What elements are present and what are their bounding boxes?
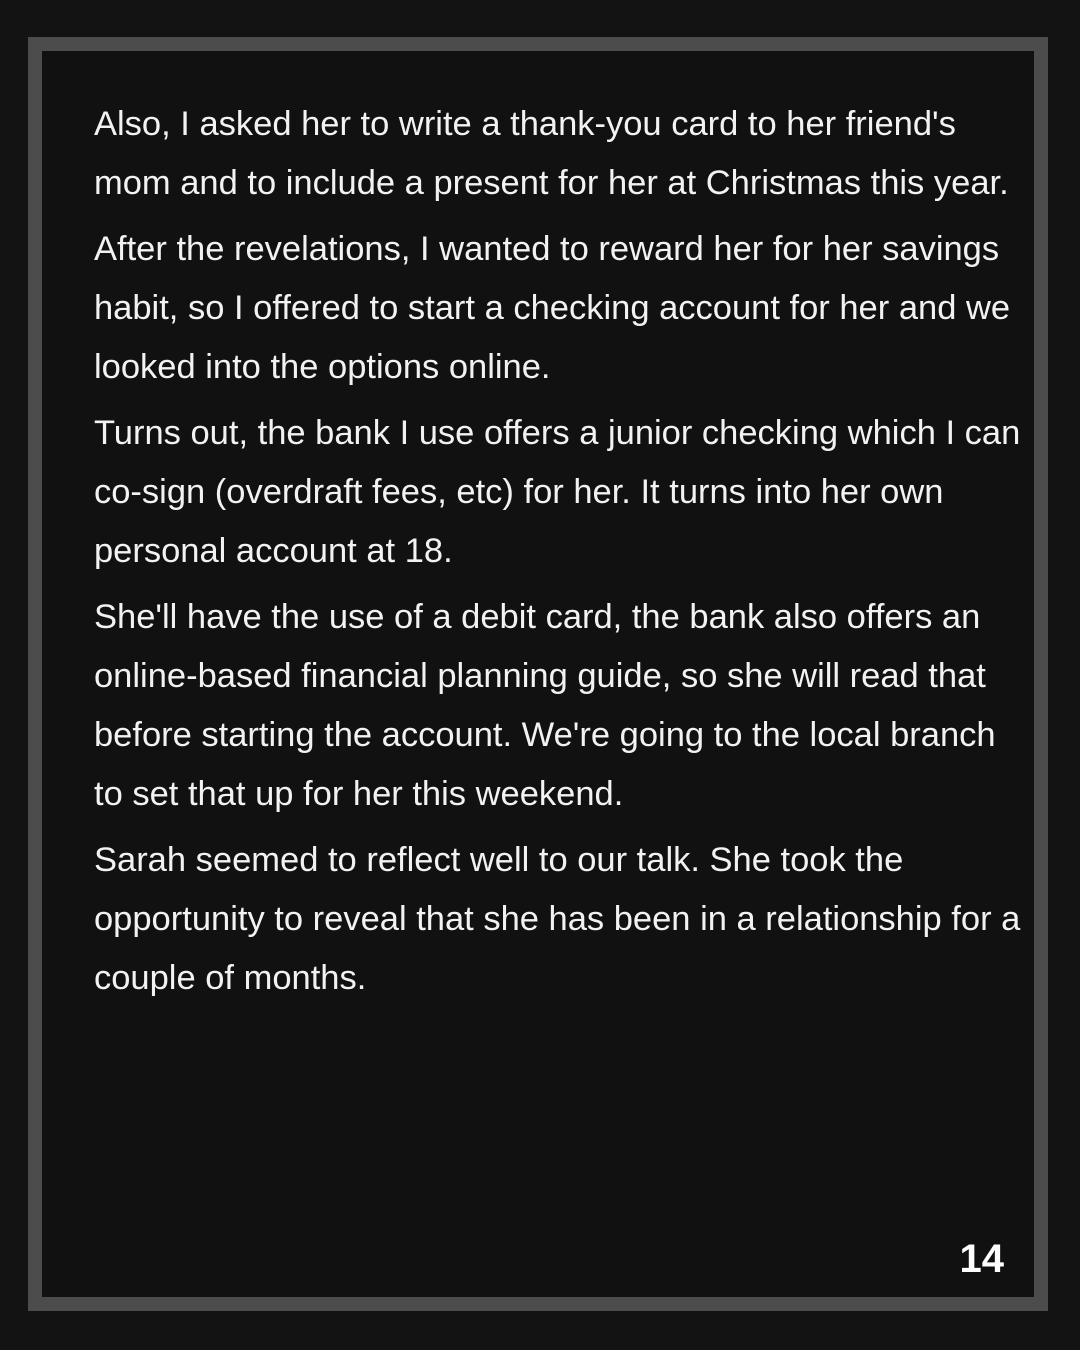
paragraph-relationship: Sarah seemed to reflect well to our talk. She took the opportunity to reveal that she has been in a relationship for a couple of months. [94,841,1021,997]
page-number: 14 [959,1237,1004,1281]
paragraph-thank-you-card: Also, I asked her to write a thank-you card to her friend's mom and to include a present for her at Christmas this year. [94,105,1009,202]
paragraph-junior-checking: Turns out, the bank I use offers a junior checking which I can co-sign (overdraft fees, etc) for her. It turns into her own personal account at 18. [94,414,1021,570]
page-frame [28,37,1048,1311]
paragraph-debit-card: She'll have the use of a debit card, the bank also offers an online-based financial planning guide, so she will read that before starting the account. We're going to the local branch to set that up for her this weekend. [94,598,996,813]
paragraph-checking-account: After the revelations, I wanted to reward her for her savings habit, so I offered to start a checking account for her and we looked into the options online. [94,230,1011,386]
text-body [94,95,1024,1015]
